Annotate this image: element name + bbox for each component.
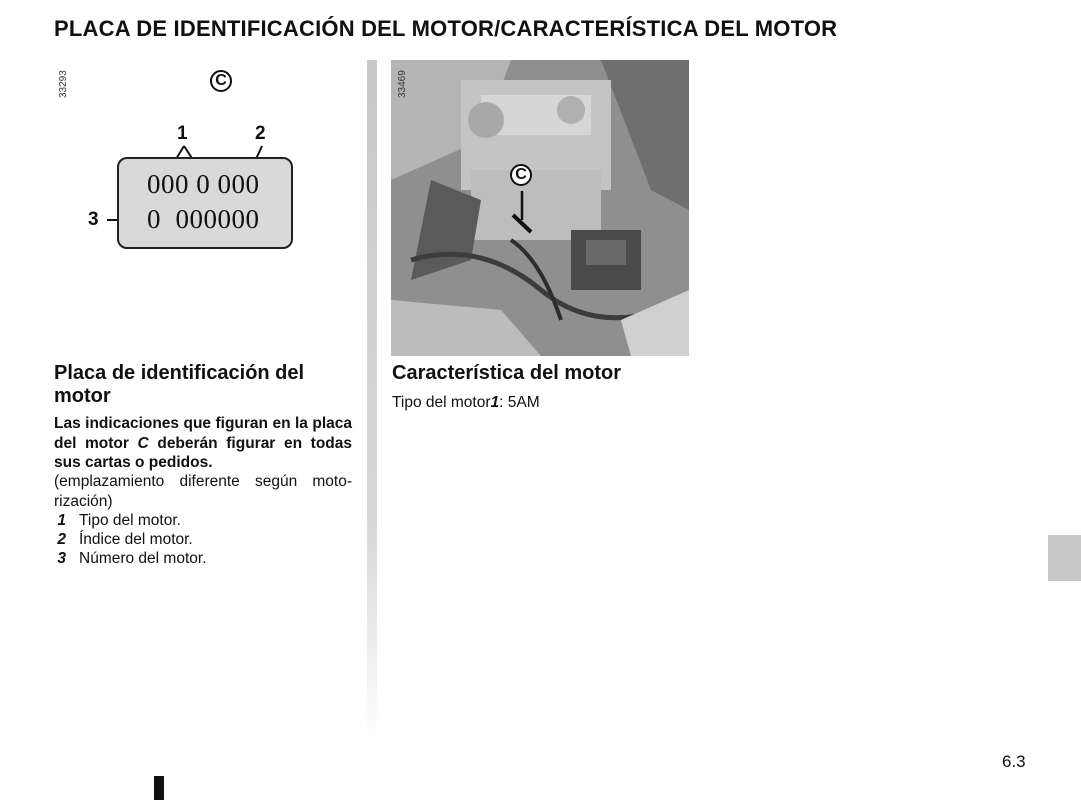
list-item-number: 3 [57,550,66,567]
chapter-tab [1048,535,1081,581]
list-item-text: Número del motor. [79,550,207,567]
plate-label-1: 1 [177,123,188,144]
section-title-plate: Placa de identificación del motor [54,362,305,407]
section-title-characteristic: Característica del motor [392,362,621,384]
callout-label: C [515,166,527,183]
list-item [44,549,207,568]
plate-intro-text [54,414,352,473]
engine-type-prefix: Tipo del motor [392,394,491,411]
page-number: 6.3 [1002,752,1026,771]
engine-id-plate [117,157,293,249]
intro-bold-1: Las indicaciones que figuran en la placa del motor [54,415,352,452]
callout-label: C [215,72,227,89]
location-note: (emplazamiento diferente según motorización) [54,473,352,510]
plate-label-3: 3 [88,209,99,230]
column-divider [367,60,377,740]
list-item [44,530,193,549]
print-marker [154,776,164,800]
plate-label-2: 2 [255,123,266,144]
list-item-number: 1 [57,512,66,529]
callout-c-marker [510,164,532,186]
intro-ref-c: C [137,434,149,452]
engine-type-line [392,393,540,413]
engine-bay-illustration [391,60,689,356]
plate-line-1: 000 0 000 [147,169,260,199]
engine-bay-photo [391,60,689,356]
engine-type-value: : 5AM [499,394,540,411]
list-item-text: Índice del motor. [79,531,193,548]
list-item-number: 2 [57,531,66,548]
figure-code: 33469 [397,70,408,98]
list-item [44,511,181,530]
engine-type-ref: 1 [490,394,500,411]
page-title: PLACA DE IDENTIFICACIÓN DEL MOTOR/CARACTERÍSTICA DEL MOTOR [54,16,838,41]
list-item-text: Tipo del motor. [79,512,181,529]
plate-leader-lines [0,0,380,300]
intro-bold-2: deberán figurar en todas sus cartas o pedidos. [54,434,352,471]
figure-code: 33293 [58,70,69,98]
plate-line-2: 0 000000 [147,204,260,234]
